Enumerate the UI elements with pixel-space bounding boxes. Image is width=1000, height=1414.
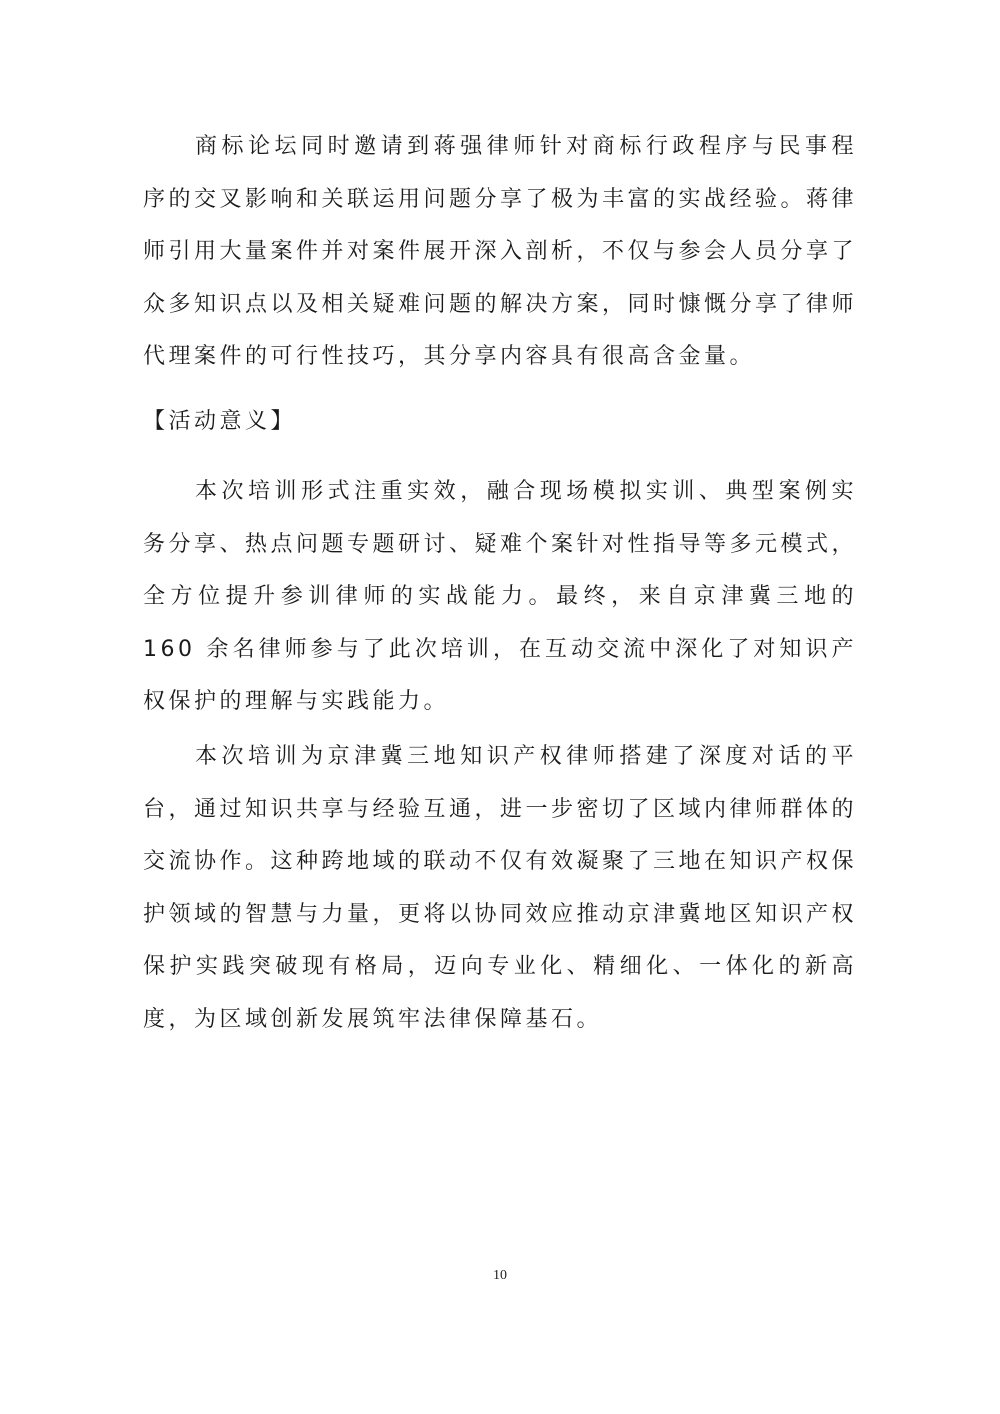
paragraph-trademark-forum (143, 121, 857, 384)
paragraph-text: 本次培训形式注重实效，融合现场模拟实训、典型案例实务分享、热点问题专题研讨、疑难个案针对性指导等多元模式，全方位提升参训律师的实战能力。最终，来自京津冀三地的 160 余名律师参与了此次培训，在互动交流中深化了对知识产权保护的理解与实践能力。 (143, 479, 858, 714)
paragraph-text: 本次培训为京津冀三地知识产权律师搭建了深度对话的平台，通过知识共享与经验互通，进一步密切了区域内律师群体的交流协作。这种跨地域的联动不仅有效凝聚了三地在知识产权保护领域的智慧与力量，更将以协同效应推动京津冀地区知识产权保护实践突破现有格局，迈向专业化、精细化、一体化的新高度，为区域创新发展筑牢法律保障基石。 (143, 744, 858, 1032)
page-number: 10 (493, 1268, 507, 1283)
paragraph-text: 商标论坛同时邀请到蒋强律师针对商标行政程序与民事程序的交叉影响和关联运用问题分享了极为丰富的实战经验。蒋律师引用大量案件并对案件展开深入剖析，不仅与参会人员分享了众多知识点以及相关疑难问题的解决方案，同时慷慨分享了律师代理案件的可行性技巧，其分享内容具有很高含金量。 (143, 134, 858, 369)
section-heading (143, 396, 857, 449)
paragraph-training-format (143, 466, 857, 729)
paragraph-training-significance (143, 731, 857, 1046)
section-heading-text: 【活动意义】 (143, 409, 297, 434)
